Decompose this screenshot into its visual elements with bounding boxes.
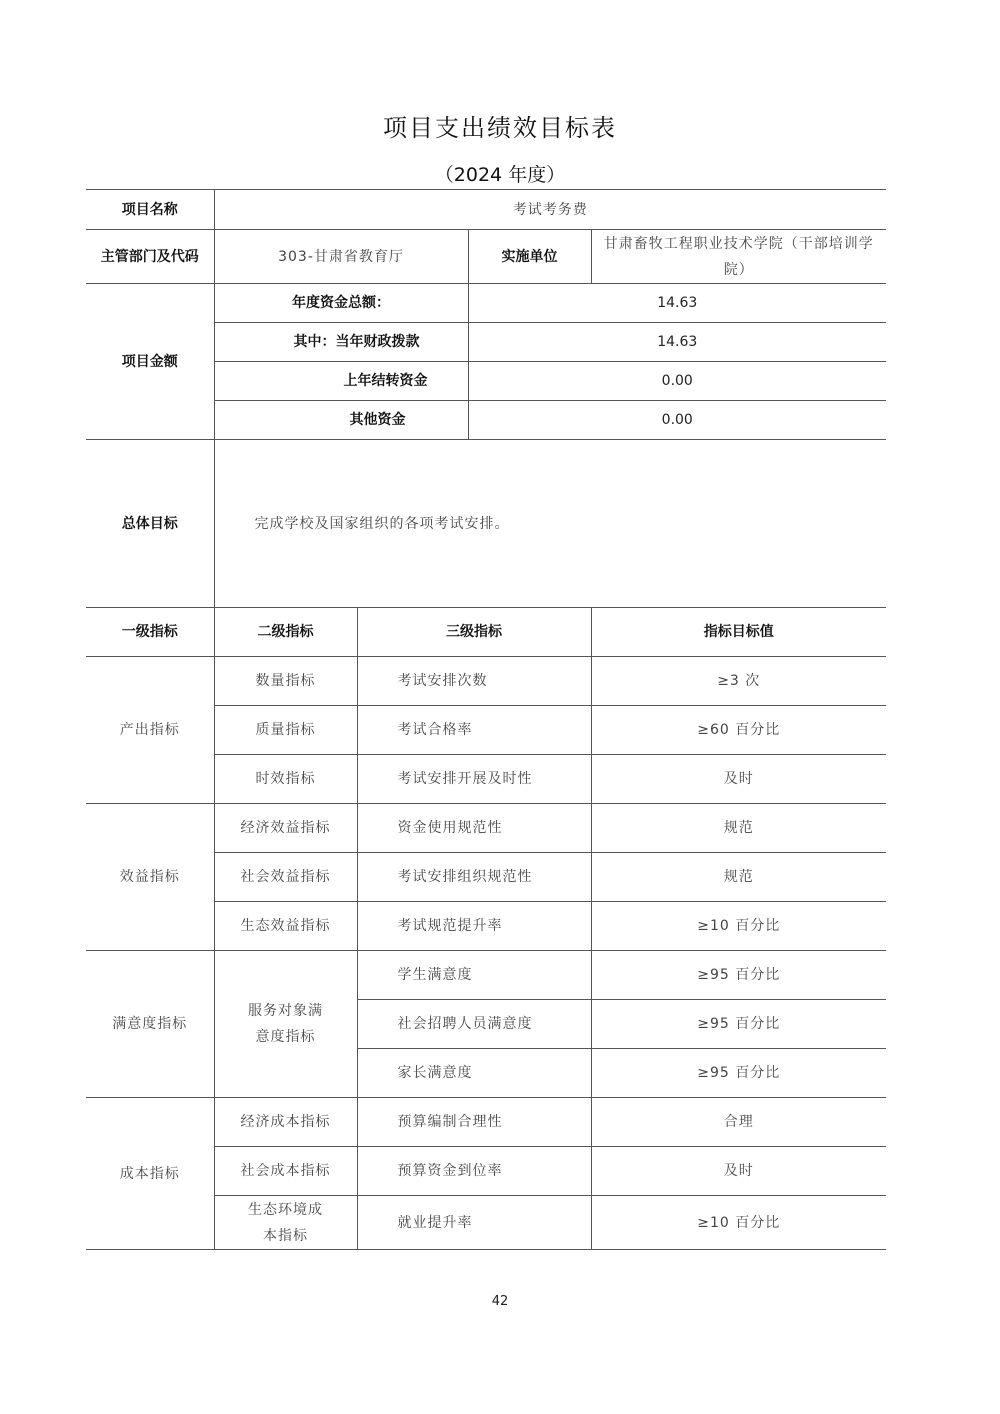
level1-cell: 成本指标 <box>86 1098 214 1250</box>
table-row <box>86 951 886 1000</box>
amount-row-label: 其中：当年财政拨款 <box>214 323 468 362</box>
target-cell: ≥60 百分比 <box>591 706 886 755</box>
level3-cell: 预算编制合理性 <box>357 1098 591 1147</box>
target-cell: 规范 <box>591 853 886 902</box>
impl-unit-label: 实施单位 <box>468 230 591 284</box>
target-cell: ≥3 次 <box>591 657 886 706</box>
target-cell: ≥10 百分比 <box>591 1196 886 1250</box>
amount-row-label: 年度资金总额： <box>214 284 468 323</box>
level3-cell: 资金使用规范性 <box>357 804 591 853</box>
level3-cell: 预算资金到位率 <box>357 1147 591 1196</box>
amount-row-value: 0.00 <box>468 362 886 401</box>
header-level2: 二级指标 <box>214 608 357 657</box>
amount-row-value: 14.63 <box>468 284 886 323</box>
table-row <box>86 1098 886 1147</box>
level3-cell: 考试合格率 <box>357 706 591 755</box>
level2-cell: 经济成本指标 <box>214 1098 357 1147</box>
target-cell: 合理 <box>591 1098 886 1147</box>
page-number: 42 <box>491 1294 509 1309</box>
level2-cell: 社会成本指标 <box>214 1147 357 1196</box>
document-subtitle: （2024 年度） <box>434 164 566 186</box>
project-name-label: 项目名称 <box>86 190 214 230</box>
target-cell: ≥95 百分比 <box>591 951 886 1000</box>
amount-row-value: 0.00 <box>468 401 886 440</box>
level1-cell: 产出指标 <box>86 657 214 804</box>
level2-cell: 质量指标 <box>214 706 357 755</box>
level2-cell: 生态环境成本指标 <box>214 1196 357 1250</box>
level3-cell: 考试安排次数 <box>357 657 591 706</box>
target-cell: ≥10 百分比 <box>591 902 886 951</box>
level1-cell: 效益指标 <box>86 804 214 951</box>
level3-cell: 考试规范提升率 <box>357 902 591 951</box>
level2-cell: 服务对象满意度指标 <box>214 951 357 1098</box>
target-cell: ≥95 百分比 <box>591 1049 886 1098</box>
dept-label: 主管部门及代码 <box>86 230 214 284</box>
level2-cell: 生态效益指标 <box>214 902 357 951</box>
level3-cell: 考试安排组织规范性 <box>357 853 591 902</box>
impl-unit-value: 甘肃畜牧工程职业技术学院（干部培训学院） <box>591 230 886 284</box>
overall-goal-text: 完成学校及国家组织的各项考试安排。 <box>214 440 886 608</box>
performance-target-table <box>86 189 886 1250</box>
target-cell: 及时 <box>591 1147 886 1196</box>
document-title: 项目支出绩效目标表 <box>383 114 617 142</box>
table-row <box>86 804 886 853</box>
level3-cell: 学生满意度 <box>357 951 591 1000</box>
target-cell: 及时 <box>591 755 886 804</box>
header-level1: 一级指标 <box>86 608 214 657</box>
amount-row-label: 其他资金 <box>214 401 468 440</box>
level1-cell: 满意度指标 <box>86 951 214 1098</box>
header-target: 指标目标值 <box>591 608 886 657</box>
overall-goal-label: 总体目标 <box>86 440 214 608</box>
target-cell: ≥95 百分比 <box>591 1000 886 1049</box>
level3-cell: 就业提升率 <box>357 1196 591 1250</box>
level2-cell: 数量指标 <box>214 657 357 706</box>
header-level3: 三级指标 <box>357 608 591 657</box>
level3-cell: 考试安排开展及时性 <box>357 755 591 804</box>
level3-cell: 社会招聘人员满意度 <box>357 1000 591 1049</box>
project-name-value: 考试考务费 <box>214 190 886 230</box>
amount-row-value: 14.63 <box>468 323 886 362</box>
level3-cell: 家长满意度 <box>357 1049 591 1098</box>
amount-row-label: 上年结转资金 <box>214 362 468 401</box>
level2-cell: 经济效益指标 <box>214 804 357 853</box>
dept-value: 303-甘肃省教育厅 <box>214 230 468 284</box>
target-cell: 规范 <box>591 804 886 853</box>
table-row <box>86 657 886 706</box>
level2-cell: 时效指标 <box>214 755 357 804</box>
level2-cell: 社会效益指标 <box>214 853 357 902</box>
amount-label: 项目金额 <box>86 284 214 440</box>
